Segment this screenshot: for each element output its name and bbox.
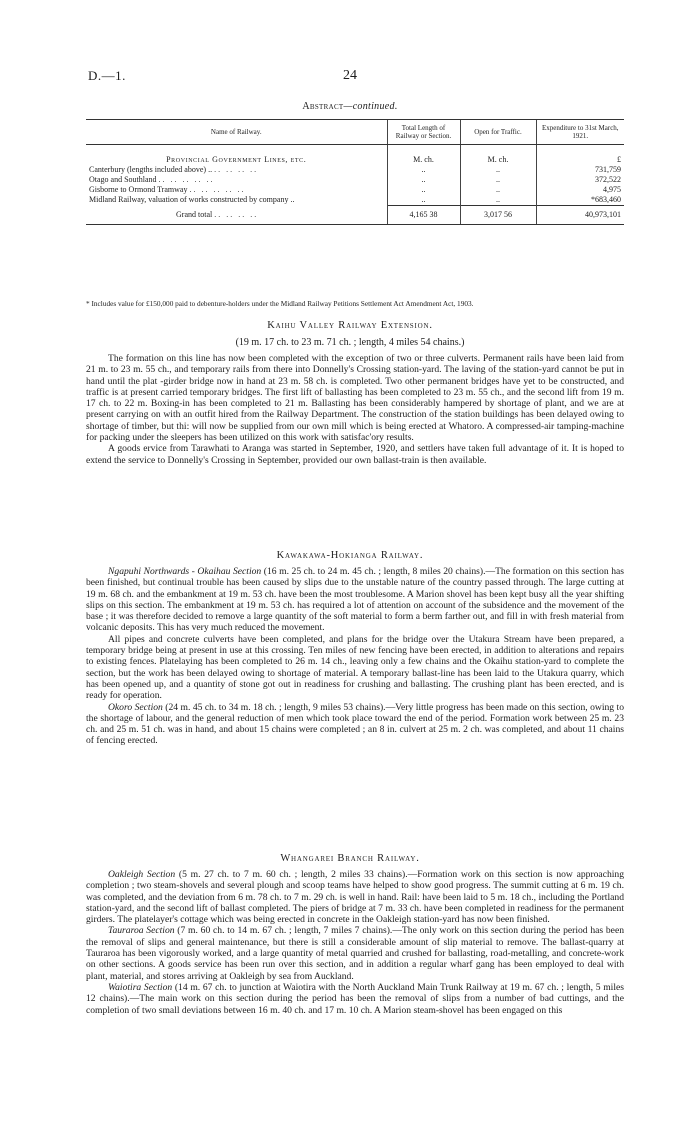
section-title-okoro: Okoro Section	[108, 701, 163, 713]
kawakawa-body	[86, 566, 624, 747]
col-header-open: Open for Traffic.	[460, 120, 536, 145]
row-name: Canterbury (lengths included above) ..	[89, 165, 213, 174]
section-row	[86, 149, 624, 165]
paragraph-text: (14 m. 67 ch. to junction at Waiotira with the North Auckland Main Trunk Railway at 19 m. 67 ch. ; length, 5 miles 12 chains).—The main work on this section during the period has been the removal of slips from a number of bad cuttings, and the completion of two small deviations between 16 m. 40 ch. and 17 m. 10 ch. A Marion steam-shovel has been engaged on this	[86, 981, 625, 1016]
unit-expenditure: £	[536, 149, 624, 165]
row-length: ..	[387, 165, 460, 175]
section-title-tauraroa: Tauraroa Section	[108, 925, 175, 937]
paragraph	[86, 925, 624, 981]
section-title-oakleigh: Oakleigh Section	[108, 869, 176, 880]
section-heading-kaihu: Kaihu Valley Railway Extension.	[267, 320, 433, 331]
paragraph-text: (7 m. 60 ch. to 14 m. 67 ch. ; length, 7 miles 7 chains).—The only work on this section during the period has been the removal of slips and general maintenance, but there is still a considerable amount of slip material to remove. The ballast-quarry at Tauraroa has been vigorously worked, and a large quantity of metal quarried and crushed for ballasting, road-metalling, and concrete-work on other sections. A goods service has been run over this section, and in addition a regular wharf gang has been employed to deal with plant, material, and stores arriving at Oakleigh by sea from Auckland.	[86, 925, 624, 982]
row-name: Midland Railway, valuation of works constructed by company ..	[89, 195, 295, 205]
row-expenditure: 731,759	[536, 165, 624, 175]
col-header-expenditure: Expenditure to 31st March, 1921.	[536, 120, 624, 145]
section-title-ngapuhi: Ngapuhi Northwards - Okaihau Section	[108, 566, 262, 577]
abstract-table	[86, 119, 624, 225]
total-leader-dots: .. .. .. ..	[214, 209, 259, 219]
section-heading-kawakawa: Kawakawa-Hokianga Railway.	[276, 550, 424, 561]
paragraph	[86, 566, 624, 634]
kaihu-body	[86, 353, 624, 466]
total-row	[86, 206, 624, 225]
row-expenditure: 4,975	[536, 185, 624, 195]
paragraph-text: (16 m. 25 ch. to 24 m. 45 ch. ; length, 8 miles 20 chains).—The formation on this section has been finished, but continual trouble has been caused by slips due to the unstable nature of the country passed through. The large cutting at 19 m. 68 ch. and the embankment at 19 m. 53 ch. have been the most troublesome. A Marion shovel has been kept busy all the year shifting slips on this section. The embankment at 19 m. 53 ch. has required a lot of attention on account of the subsidence and the movement of the base ; it was therefore decided to remove a large quantity of the soft material to form a berm farther out, and fill in with fresh material from volcanic deposits. This has very much reduced the movement.	[86, 566, 624, 634]
row-length: ..	[387, 185, 460, 195]
row-leader-dots: .. .. .. ..	[214, 165, 259, 174]
row-leader-dots: .. .. .. .. ..	[158, 175, 215, 184]
paragraph-text: (5 m. 27 ch. to 7 m. 60 ch. ; length, 2 miles 33 chains).—Formation work on this section is now approaching completion ; two steam-shovels and several plough and scoop teams have helped to show good progress. The summit cutting at 6 m. 19 ch. was completed, and the deviation from 6 m. 78 ch. to 7 m. 29 ch. is well in hand. Rail: have been laid to 5 m. 18 ch., including the Portland station-yard, and the second lift of ballast completed. The piers of bridge at 7 m. 33 ch. have been completed in readiness for the permanent girders. The platelayer's cottage which was being erected in concrete in the Oakleigh station-yard has now been finished.	[86, 869, 625, 926]
col-header-length: Total Length of Railway or Section.	[387, 120, 460, 145]
paragraph: A goods ervice from Tarawhati to Aranga was started in September, 1920, and settlers have taken full advantage of it. It is hoped to extend the service to Donnelly's Crossing in September, provided our own ballast-train is then available.	[86, 443, 624, 466]
abstract-title	[0, 101, 700, 112]
table-row	[86, 185, 624, 195]
paragraph	[86, 982, 624, 1016]
section-label: Provincial Government Lines, etc.	[166, 155, 307, 164]
paragraph	[86, 702, 624, 747]
section-title-waiotira: Waiotira Section	[108, 981, 173, 993]
total-expenditure: 40,973,101	[536, 206, 624, 225]
row-expenditure: *683,460	[536, 195, 624, 206]
paragraph: The formation on this line has now been completed with the exception of two or three culverts. Permanent rails have been laid from 21 m. to 23 m. 55 ch., and temporary rails from there into Donnelly's Crossing station-yard. The laving of the station-yard cannot be put in hand until the plat -girder bridge now in hand at 23 m. 58 ch. is completed. Two other permanent bridges have yet to be constructed, and traffic is at present carried temporary bridges. The first lift of ballasting has been completed to 23 m. 55 ch., and the second lift from 19 m. 17 ch. to 22 m. Boxing-in has been completed to 21 m. Ballasting has been considerably hampered by shortage of plant, and we are at present carrying on with an outfit hired from the Railway Department. The construction of the station buildings has been delayed owing to shortage of timber, but thi: will now be supplied from our own mill which is being erected at Whatoro. A compressed-air tamping-machine for packing under the sleepers has been utilized on this work with satisfac'ory results.	[86, 353, 624, 444]
whangarei-body	[86, 869, 624, 1016]
col-header-name: Name of Railway.	[86, 120, 387, 145]
row-open: ..	[460, 175, 536, 185]
total-open: 3,017 56	[460, 206, 536, 225]
row-expenditure: 372,522	[536, 175, 624, 185]
table-row	[86, 195, 624, 206]
abstract-title-continued: —continued.	[343, 101, 398, 112]
total-length: 4,165 38	[387, 206, 460, 225]
row-open: ..	[460, 195, 536, 206]
table-row	[86, 175, 624, 185]
total-label: Grand total	[176, 209, 213, 219]
row-leader-dots: .. .. .. .. ..	[189, 185, 246, 194]
paragraph	[86, 869, 624, 925]
document-code: D.—1.	[88, 68, 126, 83]
paragraph: All pipes and concrete culverts have been completed, and plans for the bridge over the Utakura Stream have been prepared, a temporary bridge being at present in use at this crossing. Ten miles of new fencing have been erected, in addition to alterations and repairs to existing fences. Platelaying has been completed to 26 m. 14 ch., leaving only a few chains and the Okaihu station-yard to complete the section, but the work has been delayed owing to shortage of material. A temporary ballast-line has been laid to the Utakura quarry, which has been opened up, and a quantity of stone got out in readiness for crushing and ballasting. The crushing plant has been erected, and is ready for operation.	[86, 633, 624, 702]
section-subheading-kaihu: (19 m. 17 ch. to 23 m. 71 ch. ; length, 4 miles 54 chains.)	[235, 337, 465, 348]
section-heading-whangarei: Whangarei Branch Railway.	[280, 853, 420, 864]
row-length: ..	[387, 195, 460, 206]
unit-length: M. ch.	[387, 149, 460, 165]
table-row	[86, 165, 624, 175]
table-header-row	[86, 120, 624, 145]
unit-open: M. ch.	[460, 149, 536, 165]
row-name: Otago and Southland	[89, 175, 157, 184]
row-open: ..	[460, 165, 536, 175]
table-footnote: * Includes value for £150,000 paid to debenture-holders under the Midland Railway Petitions Settlement Act Amendment Act, 1903.	[86, 299, 474, 308]
paragraph-text: (24 m. 45 ch. to 34 m. 18 ch. ; length, 9 miles 53 chains).—Very little progress has been made on this section, owing to the shortage of labour, and the general reduction of men which took place toward the end of the period. Formation work between 25 m. 23 ch. and 25 m. 51 ch. was in hand, and about 15 chains were completed ; an 8 in. culvert at 25 m. 2 ch. was completed, and about 11 chains of fencing erected.	[86, 701, 625, 747]
row-length: ..	[387, 175, 460, 185]
page-number: 24	[343, 68, 357, 83]
row-open: ..	[460, 185, 536, 195]
row-name: Gisborne to Ormond Tramway	[89, 185, 188, 194]
abstract-title-main: Abstract	[302, 101, 344, 112]
